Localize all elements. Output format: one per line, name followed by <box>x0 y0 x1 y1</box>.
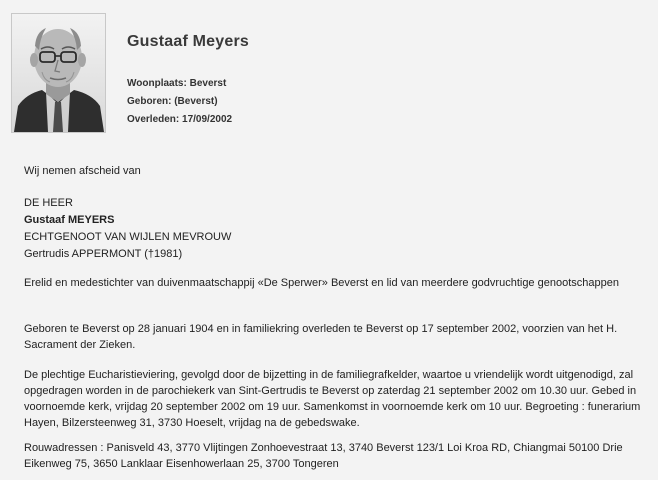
intro-text: Wij nemen afscheid van <box>24 165 141 177</box>
birth-line: Geboren: (Beverst) <box>127 96 218 107</box>
portrait-photo <box>11 13 106 133</box>
residence-line: Woonplaats: Beverst <box>127 78 227 89</box>
honorific-block <box>24 195 644 263</box>
deceased-name: Gustaaf Meyers <box>127 33 249 50</box>
spouse-name: Gertrudis APPERMONT (†1981) <box>24 248 183 260</box>
addresses-paragraph: Rouwadressen : Panisveld 43, 3770 Vlijtingen Zonhoevestraat 13, 3740 Beverst 123/1 Loi Kroa RD, Chiangmai 50100 Drie Eikenweg 75, 3650 Lanklaar Eisenhowerlaan 25, 3700 Tongeren <box>24 442 623 470</box>
birth-death-paragraph: Geboren te Beverst op 28 januari 1904 en in familiekring overleden te Beverst op 17 september 2002, voorzien van het H. Sacrament der Zieken. <box>24 323 618 351</box>
full-name: Gustaaf MEYERS <box>24 214 115 226</box>
funeral-paragraph: De plechtige Eucharistieviering, gevolgd door de bijzetting in de familiegrafkelder, waartoe u vriendelijk wordt uitgenodigd, zal opgedragen worden in de parochiekerk van Sint-Gertrudis te Beverst op zaterdag 21 september 2002 om 10.30 uur. Gebed in voornoemde kerk, vrijdag 20 september 2002 om 19 uur. Samenkomst in voornoemde kerk om 10 uur. Begroeting : funerarium Hayen, Bilzersteenweg 31, 3730 Hoeselt, vrijdag na de gebedswake. <box>24 369 641 429</box>
spouse-line: ECHTGENOOT VAN WIJLEN MEVROUW <box>24 231 232 243</box>
honorific-title: DE HEER <box>24 197 73 209</box>
death-line: Overleden: 17/09/2002 <box>127 114 233 125</box>
honors-paragraph: Erelid en medestichter van duivenmaatschappij «De Sperwer» Beverst en lid van meerdere godvruchtige genootschappen <box>24 277 619 289</box>
